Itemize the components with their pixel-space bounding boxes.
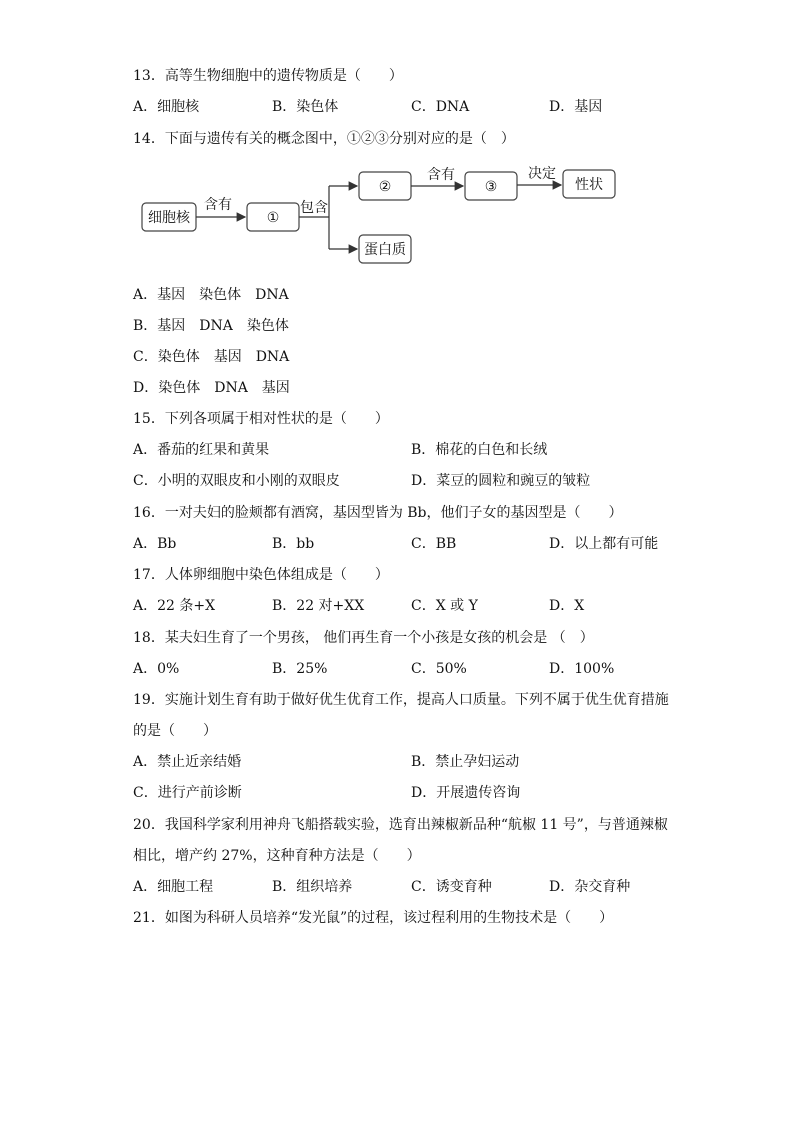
concept-map-diagram [138,165,618,270]
q16-option-b: B．bb [272,536,315,552]
node-nucleus-label: 细胞核 [148,210,190,226]
q19-option-d: D．开展遗传咨询 [411,785,521,801]
q19-option-a: A．禁止近亲结婚 [133,754,242,770]
question-19-stem-line-2: 的是（ ） [133,723,217,739]
edge-label-determine: 决定 [528,166,556,182]
q15-option-b: B．棉花的白色和长绒 [411,442,548,458]
edge-label-contains-1: 含有 [204,197,232,213]
q15-option-c: C．小明的双眼皮和小刚的双眼皮 [133,473,340,489]
q19-option-c: C．进行产前诊断 [133,785,242,801]
question-20-stem-line-1: 20．我国科学家利用神舟飞船搭载实验，选育出辣椒新品种“航椒 11 号”，与普通辣椒 [133,817,668,833]
node-trait-label: 性状 [575,177,603,193]
node-2-label: ② [378,179,392,195]
q20-option-d: D．杂交育种 [549,879,631,895]
q20-option-b: B．组织培养 [272,879,353,895]
q19-option-b: B．禁止孕妇运动 [411,754,520,770]
question-17-stem: 17．人体卵细胞中染色体组成是（ ） [133,567,389,583]
q17-option-b: B．22 对+XX [272,598,365,614]
q14-option-b: B．基因 DNA 染色体 [133,318,289,334]
node-protein-label: 蛋白质 [364,242,406,258]
node-1-label: ① [266,210,280,226]
q18-option-a: A．0% [133,661,180,677]
q13-option-a: A．细胞核 [133,99,200,115]
edge-label-contains-2: 含有 [427,167,455,183]
q17-option-a: A．22 条+X [133,598,216,614]
question-18-stem: 18．某夫妇生育了一个男孩， 他们再生育一个小孩是女孩的机会是 （ ） [133,630,594,646]
q13-option-b: B．染色体 [272,99,339,115]
question-16-stem: 16．一对夫妇的脸颊都有酒窝，基因型皆为 Bb，他们子女的基因型是（ ） [133,505,623,521]
q16-option-a: A．Bb [133,536,177,552]
question-15-stem: 15．下列各项属于相对性状的是（ ） [133,411,389,427]
q16-option-c: C．BB [411,536,457,552]
q20-option-a: A．细胞工程 [133,879,214,895]
q16-option-d: D．以上都有可能 [549,536,659,552]
q17-option-c: C．X 或 Y [411,598,478,614]
q14-option-a: A．基因 染色体 DNA [133,287,289,303]
q15-option-a: A．番茄的红果和黄果 [133,442,270,458]
edge-label-include: 包含 [300,200,328,216]
question-19-stem-line-1: 19．实施计划生育有助于做好优生优育工作，提高人口质量。下列不属于优生优育措施 [133,692,669,708]
question-14-stem: 14．下面与遗传有关的概念图中，①②③分别对应的是（ ） [133,131,515,147]
q18-option-d: D．100% [549,661,615,677]
question-21-stem: 21．如图为科研人员培养“发光鼠”的过程，该过程利用的生物技术是（ ） [133,910,614,926]
q17-option-d: D．X [549,598,585,614]
q15-option-d: D．菜豆的圆粒和豌豆的皱粒 [411,473,591,489]
question-20-stem-line-2: 相比，增产约 27%，这种育种方法是（ ） [133,848,421,864]
q13-option-c: C．DNA [411,99,470,115]
q14-option-c: C．染色体 基因 DNA [133,349,290,365]
question-13-stem: 13．高等生物细胞中的遗传物质是（ ） [133,68,403,84]
q13-option-d: D．基因 [549,99,603,115]
q14-option-d: D．染色体 DNA 基因 [133,380,290,396]
q20-option-c: C．诱变育种 [411,879,492,895]
node-3-label: ③ [484,179,498,195]
q18-option-c: C．50% [411,661,467,677]
q18-option-b: B．25% [272,661,328,677]
